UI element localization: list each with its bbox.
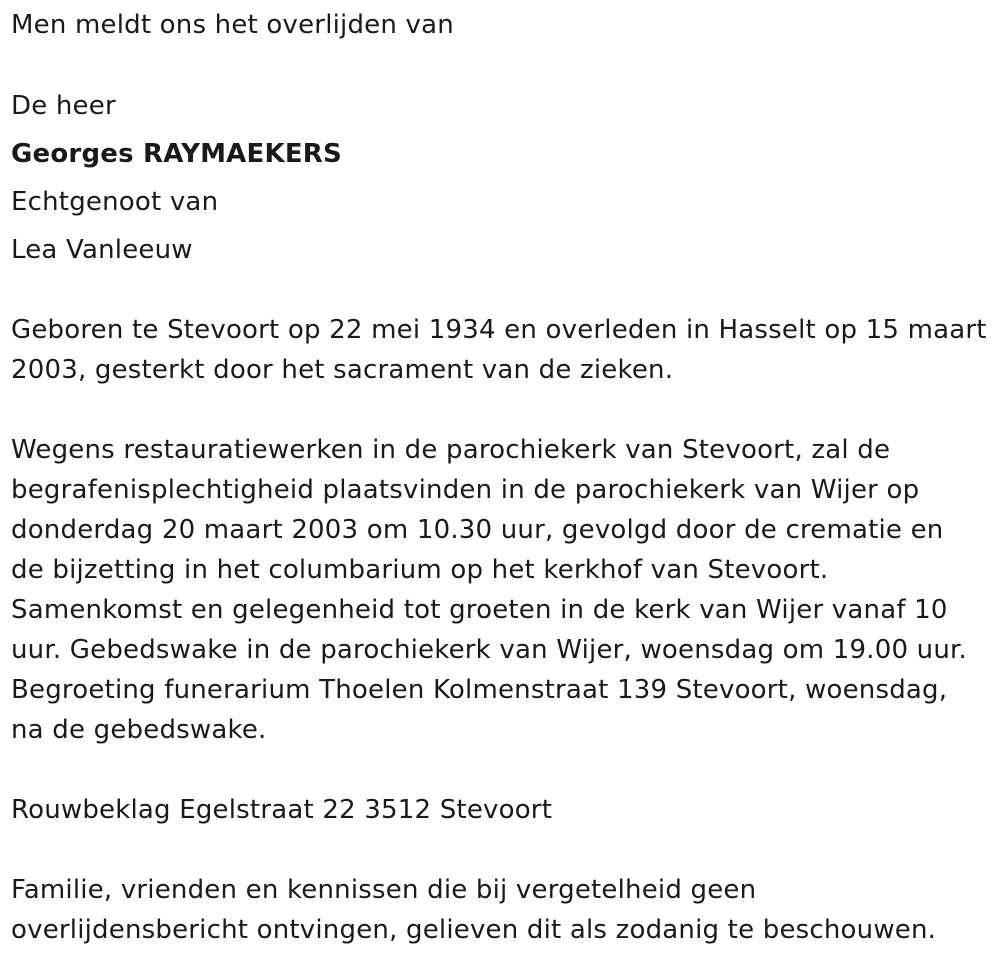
ceremony-line: Wegens restauratiewerken in de parochiekerk van Stevoort, zal de [11, 435, 891, 465]
birth-death-line: Geboren te Stevoort op 22 mei 1934 en overleden in Hasselt op 15 maart [11, 315, 987, 345]
ceremony-line: na de gebedswake. [11, 715, 267, 745]
closing-line: overlijdensbericht ontvingen, gelieven dit als zodanig te beschouwen. [11, 915, 937, 945]
relation-label: Echtgenoot van [11, 187, 219, 217]
birth-death-line: 2003, gesterkt door het sacrament van de zieken. [11, 355, 674, 385]
ceremony-line: de bijzetting in het columbarium op het kerkhof van Stevoort. [11, 555, 829, 585]
ceremony-line: donderdag 20 maart 2003 om 10.30 uur, gevolgd door de crematie en [11, 515, 944, 545]
ceremony-line: Samenkomst en gelegenheid tot groeten in de kerk van Wijer vanaf 10 [11, 595, 948, 625]
salutation: De heer [11, 91, 116, 121]
condolences-address: Rouwbeklag Egelstraat 22 3512 Stevoort [11, 795, 553, 825]
ceremony-line: uur. Gebedswake in de parochiekerk van Wijer, woensdag om 19.00 uur. [11, 635, 967, 665]
ceremony-line: begrafenisplechtigheid plaatsvinden in de parochiekerk van Wijer op [11, 475, 920, 505]
deceased-name: Georges RAYMAEKERS [11, 139, 342, 169]
ceremony-line: Begroeting funerarium Thoelen Kolmenstraat 139 Stevoort, woensdag, [11, 675, 948, 705]
spouse-name: Lea Vanleeuw [11, 235, 193, 265]
closing-line: Familie, vrienden en kennissen die bij vergetelheid geen [11, 875, 757, 905]
intro-text: Men meldt ons het overlijden van [11, 10, 454, 40]
